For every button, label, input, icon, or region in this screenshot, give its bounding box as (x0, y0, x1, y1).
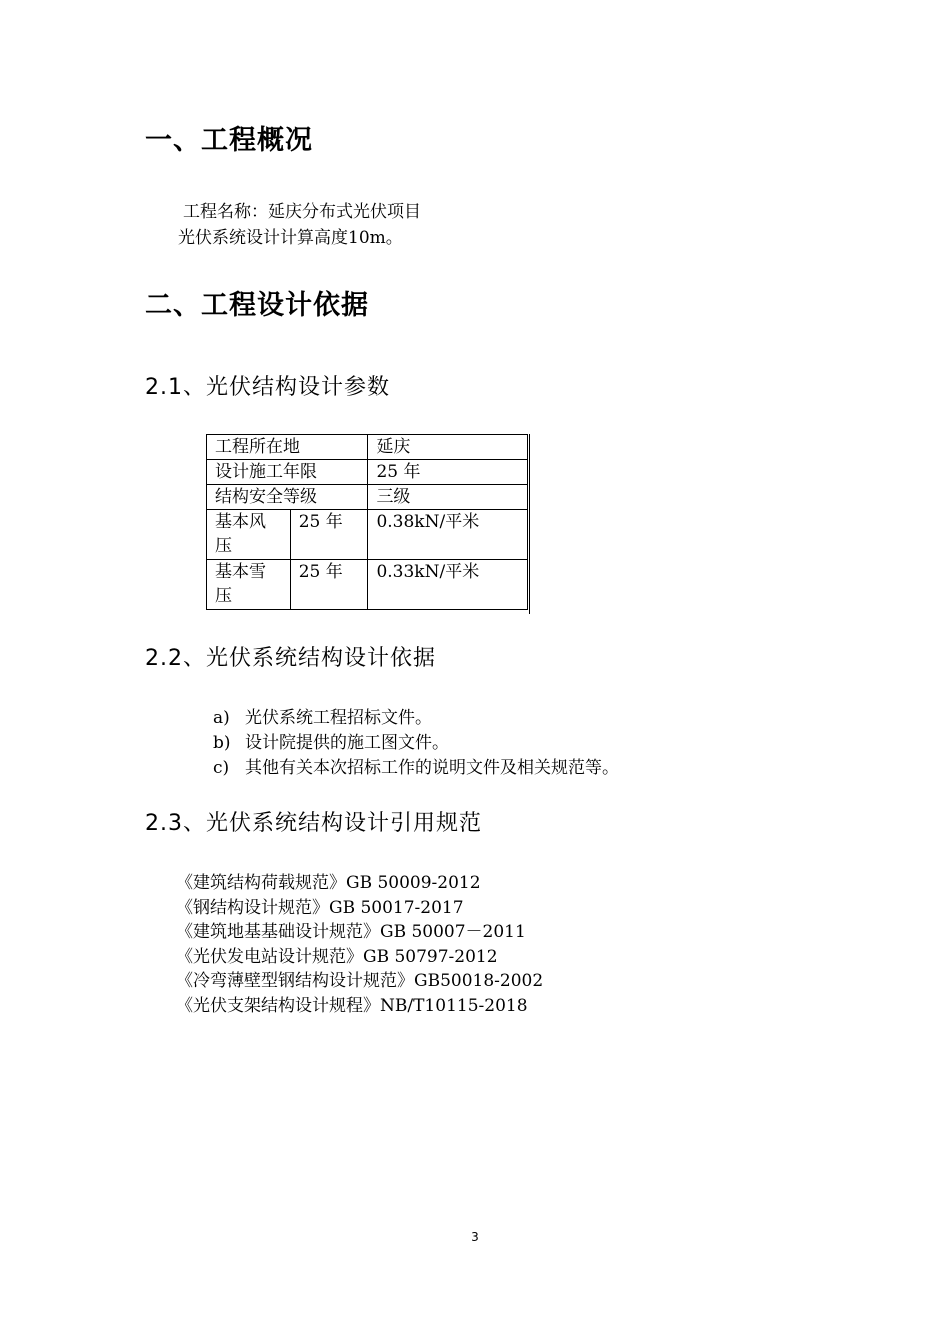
subsection-2-3-heading: 2.3、光伏系统结构设计引用规范 (145, 811, 482, 836)
project-name-line: 工程名称：延庆分布式光伏项目 (183, 202, 421, 222)
table-row (207, 510, 528, 560)
design-height-line: 光伏系统设计计算高度10m。 (178, 228, 403, 248)
design-basis-list (213, 706, 619, 781)
param-value: 0.38kN/平米 (368, 510, 528, 560)
table-row (207, 435, 528, 460)
section1-heading: 一、工程概况 (145, 125, 313, 156)
list-marker: c) (213, 758, 230, 778)
design-parameters-table (206, 434, 528, 610)
list-marker: b) (213, 733, 231, 753)
table-row (207, 560, 528, 610)
param-value: 延庆 (368, 435, 528, 460)
section2-heading: 二、工程设计依据 (145, 290, 369, 321)
list-text: 设计院提供的施工图文件。 (245, 733, 449, 753)
list-item (213, 756, 619, 781)
list-item (213, 731, 619, 756)
param-years: 25 年 (290, 560, 368, 610)
standards-list (176, 871, 543, 1018)
standard-ref: 《建筑结构荷载规范》GB 50009-2012 (176, 873, 481, 893)
param-years: 25 年 (290, 510, 368, 560)
standard-ref: 《建筑地基基础设计规范》GB 50007－2011 (176, 922, 526, 942)
param-value: 25 年 (368, 460, 528, 485)
page-number: 3 (471, 1230, 479, 1244)
standard-ref: 《光伏发电站设计规范》GB 50797-2012 (176, 946, 498, 967)
param-label: 基本风压 (207, 510, 291, 560)
table-border-shadow (529, 434, 530, 614)
subsection-2-2-heading: 2.2、光伏系统结构设计依据 (145, 646, 436, 671)
list-text: 其他有关本次招标工作的说明文件及相关规范等。 (245, 758, 619, 778)
param-label: 工程所在地 (207, 435, 368, 460)
standard-ref: 《光伏支架结构设计规程》NB/T10115-2018 (176, 995, 528, 1016)
table-row (207, 485, 528, 510)
list-marker: a) (213, 708, 230, 728)
table-row (207, 460, 528, 485)
param-label: 基本雪压 (207, 560, 291, 610)
param-value: 0.33kN/平米 (368, 560, 528, 610)
param-label: 结构安全等级 (207, 485, 368, 510)
standard-ref: 《钢结构设计规范》GB 50017-2017 (176, 897, 464, 918)
standard-ref: 《冷弯薄壁型钢结构设计规范》GB50018-2002 (176, 971, 544, 991)
subsection-2-1-heading: 2.1、光伏结构设计参数 (145, 375, 390, 400)
param-value: 三级 (368, 485, 528, 510)
param-label: 设计施工年限 (207, 460, 368, 485)
list-text: 光伏系统工程招标文件。 (245, 708, 432, 728)
list-item (213, 706, 619, 731)
